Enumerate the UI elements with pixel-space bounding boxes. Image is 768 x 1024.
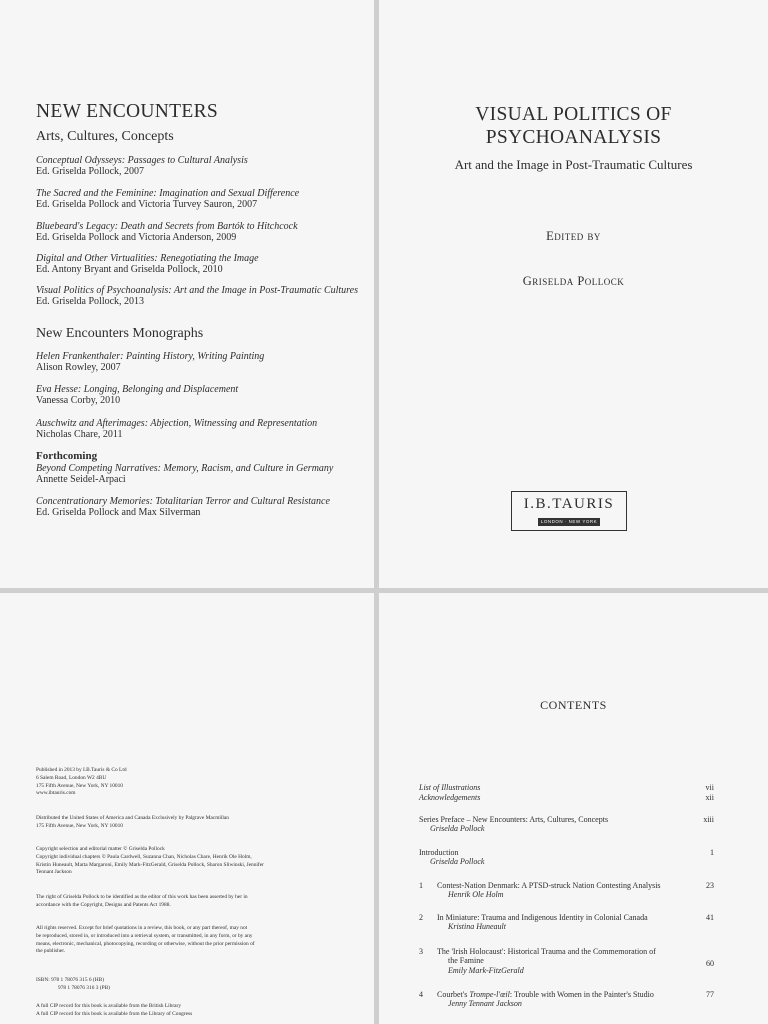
- imprint-line: A full CIP record for this book is available from the British Library: [36, 1003, 182, 1009]
- toc-title-continued: the Famine: [448, 956, 484, 966]
- series-book: [36, 221, 298, 243]
- book-editor: Ed. Griselda Pollock and Max Silverman: [36, 507, 201, 518]
- imprint-line: the publisher.: [36, 948, 66, 955]
- forthcoming-book: [36, 496, 330, 518]
- publisher-name: I.B.TAURIS: [523, 496, 615, 512]
- edited-by-label: Edited by: [546, 229, 601, 243]
- series-subtitle: Arts, Cultures, Concepts: [36, 129, 174, 144]
- series-book: [36, 155, 248, 177]
- toc-page-number: 1: [710, 848, 714, 857]
- book-title: Digital and Other Virtualities: Renegotiating the Image: [36, 253, 259, 264]
- toc-page-number: 23: [706, 881, 714, 890]
- toc-author: Emily Mark-FitzGerald: [448, 965, 524, 975]
- toc-chapter-number: 3: [419, 947, 423, 956]
- imprint-line: Tennant Jackson: [36, 869, 72, 876]
- series-page: [0, 0, 374, 588]
- toc-title-part: Courbet's: [437, 990, 470, 999]
- imprint-line: accordance with the Copyright, Designs and Patents Act 1988.: [36, 901, 171, 908]
- forthcoming-book: [36, 463, 333, 485]
- imprint-line: be reproduced, stored in, or introduced into a retrieval system, or transmitted, in any form, or by any: [36, 932, 253, 939]
- imprint-copyright: [36, 846, 336, 877]
- publisher-logo: [511, 491, 627, 531]
- imprint-line: www.ibtauris.com: [36, 790, 76, 797]
- book-editor: Ed. Antony Bryant and Griselda Pollock, 2010: [36, 264, 223, 275]
- book-editor: Nicholas Chare, 2011: [36, 429, 123, 440]
- imprint-line: A full CIP record for this book is available from the Library of Congress: [36, 1010, 193, 1017]
- book-editor: Vanessa Corby, 2010: [36, 395, 121, 406]
- imprint-line: ISBN: 978 1 78076 315 6 (HB): [36, 977, 104, 983]
- toc-chapter-number: 1: [419, 881, 423, 890]
- book-editor: Ed. Griselda Pollock and Victoria Anderson, 2009: [36, 232, 237, 243]
- toc-title: The 'Irish Holocaust': Historical Trauma and the Commemoration of: [437, 947, 656, 956]
- book-title: Eva Hesse: Longing, Belonging and Displacement: [36, 384, 239, 395]
- book-editor: Ed. Griselda Pollock and Victoria Turvey Sauron, 2007: [36, 199, 258, 210]
- toc-page-number: xiii: [703, 815, 714, 824]
- imprint-line: means, electronic, mechanical, photocopying, recording or otherwise, without the prior permission of: [36, 940, 255, 947]
- toc-title: Introduction: [419, 848, 459, 857]
- book-title-line-2: PSYCHOANALYSIS: [485, 127, 662, 148]
- imprint-line: 175 Fifth Avenue, New York, NY 10010: [36, 822, 123, 829]
- editor-name: Griselda Pollock: [522, 274, 625, 288]
- monographs-heading: New Encounters Monographs: [36, 326, 204, 341]
- book-title: Conceptual Odysseys: Passages to Cultural Analysis: [36, 155, 248, 166]
- toc-author: Jenny Tennant Jackson: [448, 999, 522, 1009]
- book-title: Bluebeard's Legacy: Death and Secrets from Bartók to Hitchcock: [36, 221, 298, 232]
- toc-title: In Miniature: Trauma and Indigenous Identity in Colonial Canada: [437, 913, 648, 922]
- book-editor: Alison Rowley, 2007: [36, 362, 121, 373]
- contents-title: CONTENTS: [540, 698, 607, 712]
- book-title: Auschwitz and Afterimages: Abjection, Witnessing and Representation: [36, 418, 318, 429]
- imprint-cip: [36, 1003, 336, 1019]
- toc-page-number: vii: [705, 783, 714, 792]
- series-book: [36, 253, 259, 275]
- imprint-line: 978 1 78076 316 3 (PB): [58, 984, 110, 991]
- contents-page: [379, 593, 768, 1024]
- imprint-line: Copyright selection and editorial matter © Griselda Pollock: [36, 846, 165, 852]
- publisher-cities: LONDON · NEW YORK: [538, 518, 600, 526]
- forthcoming-heading: Forthcoming: [36, 450, 98, 462]
- book-title: Helen Frankenthaler: Painting History, Writing Painting: [36, 351, 265, 362]
- toc-author: Griselda Pollock: [430, 824, 485, 834]
- imprint-line: Copyright individual chapters © Paula Cardwell, Suzanna Chan, Nicholas Chare, Henrik Ole Holm,: [36, 853, 252, 860]
- toc-title: List of Illustrations: [419, 783, 481, 792]
- toc-page-number: xii: [705, 793, 714, 802]
- toc-title: Contest-Nation Denmark: A PTSD-struck Nation Contesting Analysis: [437, 881, 661, 890]
- toc-title: Acknowledgements: [419, 793, 481, 802]
- toc-author: Griselda Pollock: [430, 857, 485, 867]
- imprint-distribution: [36, 815, 336, 831]
- monograph: [36, 351, 264, 373]
- toc-title: [437, 990, 682, 999]
- toc-title-part: : Trouble with Women in the Painter's Studio: [509, 990, 654, 999]
- series-book: [36, 188, 299, 210]
- series-title: NEW ENCOUNTERS: [36, 101, 219, 122]
- title-page: [379, 0, 768, 588]
- toc-chapter-number: 2: [419, 913, 423, 922]
- imprint-all-rights: [36, 925, 336, 956]
- toc-title: Series Preface – New Encounters: Arts, Cultures, Concepts: [419, 815, 609, 824]
- imprint-publisher: [36, 767, 336, 798]
- imprint-isbn: [36, 977, 336, 993]
- toc-page-number: 77: [706, 990, 714, 999]
- book-title-line-1: VISUAL POLITICS OF: [475, 104, 672, 125]
- imprint-line: Distributed the United States of America and Canada Exclusively by Palgrave Macmillan: [36, 815, 229, 821]
- imprint-line: Published in 2013 by I.B.Tauris & Co Ltd: [36, 767, 127, 773]
- book-title: Beyond Competing Narratives: Memory, Racism, and Culture in Germany: [36, 463, 334, 474]
- book-title: The Sacred and the Feminine: Imagination and Sexual Difference: [36, 188, 300, 199]
- imprint-line: 175 Fifth Avenue, New York, NY 10010: [36, 782, 123, 789]
- toc-page-number: 41: [706, 913, 714, 922]
- imprint-line: The right of Griselda Pollock to be identified as the editor of this work has been asserted by her in: [36, 894, 248, 900]
- series-book: [36, 285, 358, 307]
- book-title: Visual Politics of Psychoanalysis: Art and the Image in Post-Traumatic Cultures: [36, 285, 359, 296]
- toc-title-part: Trompe-l'œil: [469, 990, 510, 999]
- imprint-page: [0, 593, 374, 1024]
- toc-author: Kristina Huneault: [448, 922, 507, 932]
- toc-author: Henrik Ole Holm: [448, 890, 504, 900]
- book-editor: Ed. Griselda Pollock, 2013: [36, 296, 145, 307]
- book-subtitle: Art and the Image in Post-Traumatic Cultures: [454, 157, 693, 172]
- book-title: Concentrationary Memories: Totalitarian Terror and Cultural Resistance: [36, 496, 330, 507]
- imprint-line: All rights reserved. Except for brief quotations in a review, this book, or any part thereof, may not: [36, 925, 248, 931]
- toc-page-number: 60: [706, 959, 714, 968]
- toc-chapter-number: 4: [419, 990, 423, 999]
- imprint-rights: [36, 894, 336, 910]
- monograph: [36, 384, 238, 406]
- imprint-line: 6 Salem Road, London W2 4BU: [36, 774, 107, 781]
- monograph: [36, 418, 317, 440]
- book-editor: Annette Seidel-Arpaci: [36, 474, 126, 485]
- book-editor: Ed. Griselda Pollock, 2007: [36, 166, 145, 177]
- imprint-line: Kristin Huneault, Marta Margaroni, Emily Mark-FitzGerald, Griselda Pollock, Sharon Sliwinski, Jennifer: [36, 861, 264, 868]
